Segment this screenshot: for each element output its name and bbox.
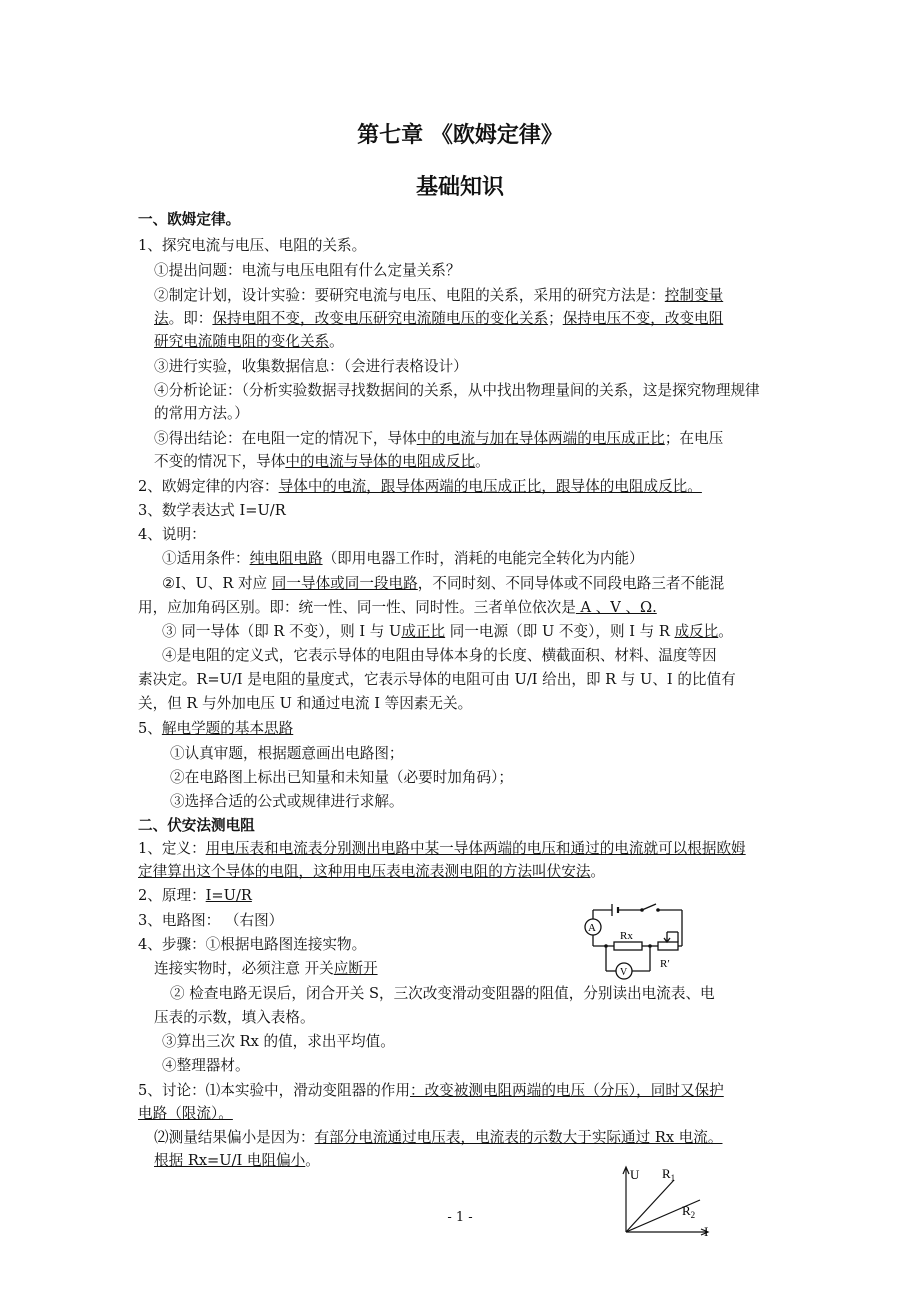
text-line: 定律算出这个导体的电阻，这种用电压表电流表测电阻的方法叫伏安法。 — [138, 863, 606, 880]
voltmeter-label: V — [620, 967, 628, 978]
text-line: ②制定计划，设计实验：要研究电流与电压、电阻的关系，采用的研究方法是：控制变量 — [154, 287, 724, 304]
text-line: 5、解电学题的基本思路 — [138, 720, 294, 737]
switch-blade — [642, 904, 656, 910]
text-line: ③算出三次 Rx 的值，求出平均值。 — [162, 1033, 395, 1050]
u-label: U — [630, 1167, 640, 1182]
text-line: 连接实物时，必须注意 开关应断开 — [154, 960, 378, 977]
text-line: ④分析论证：（分析实验数据寻找数据间的关系，从中找出物理量间的关系，这是探究物理规律 — [154, 382, 760, 399]
text-line: ②在电路图上标出已知量和未知量（必要时加角码）； — [170, 769, 513, 786]
text-line: 电路（限流）。 — [138, 1105, 233, 1122]
i-label: I — [704, 1224, 709, 1238]
text-line: 5、讨论：⑴本实验中，滑动变阻器的作用：改变被测电阻两端的电压（分压），同时又保护 — [138, 1082, 724, 1099]
text-line: ①适用条件：纯电阻电路（即用电器工作时，消耗的电能完全转化为内能） — [162, 550, 644, 567]
text-line: ③选择合适的公式或规律进行求解。 — [170, 793, 404, 810]
page-number: - 1 - — [447, 1210, 473, 1225]
text-line: ②I、U、R 对应 同一导体或同一段电路，不同时刻、不同导体或不同段电路三者不能混 — [162, 575, 725, 592]
section-subtitle: 基础知识 — [415, 175, 504, 200]
text-line: 4、说明： — [138, 526, 206, 543]
heading-voltammetry: 二、伏安法测电阻 — [138, 817, 255, 834]
text-line: ② 检查电路无误后，闭合开关 S，三次改变滑动变阻器的阻值，分别读出电流表、电 — [170, 985, 715, 1002]
text-line: ③ 同一导体（即 R 不变），则 I 与 U成正比 同一电源（即 U 不变），则 I 与 R 成反比。 — [162, 623, 733, 640]
text-line: 4、步骤：①根据电路图连接实物。 — [138, 936, 367, 953]
text-line: ⑤得出结论：在电阻一定的情况下，导体中的电流与加在导体两端的电压成正比；在电压 — [154, 430, 724, 447]
rx-label: Rx — [620, 930, 633, 942]
text-line: 3、电路图： （右图） — [138, 912, 284, 929]
heading-ohms-law: 一、欧姆定律。 — [138, 211, 241, 228]
text-line: 素决定。R=U/I 是电阻的量度式，它表示导体的电阻可由 U/I 给出，即 R 与 U、I 的比值有 — [138, 671, 736, 688]
text-line: 压表的示数，填入表格。 — [154, 1009, 315, 1026]
text-line: ③进行实验，收集数据信息：（会进行表格设计） — [154, 358, 468, 375]
text-line: ①认真审题，根据题意画出电路图； — [170, 745, 404, 762]
text-line: ⑵测量结果偏小是因为：有部分电流通过电压表，电流表的示数大于实际通过 Rx 电流。 — [154, 1129, 723, 1146]
text-line: 法。即：保持电阻不变，改变电压研究电流随电压的变化关系；保持电压不变，改变电阻 — [154, 310, 724, 327]
text-line: 2、原理：I=U/R — [138, 887, 252, 904]
ui-graph — [616, 1160, 716, 1238]
text-line: 不变的情况下，导体中的电流与导体的电阻成反比。 — [154, 453, 490, 470]
text-line: 根据 Rx=U/I 电阻偏小。 — [154, 1152, 320, 1169]
text-line: 1、定义：用电压表和电流表分别测出电路中某一导体两端的电压和通过的电流就可以根据欧姆 — [138, 840, 746, 857]
r1-label: $R_1$ — [662, 1166, 676, 1183]
text-line: ④是电阻的定义式，它表示导体的电阻由导体本身的长度、横截面积、材料、温度等因 — [162, 647, 717, 664]
text-line: 1、探究电流与电压、电阻的关系。 — [138, 237, 367, 254]
text-line: 用，应加角码区别。即：统一性、同一性、同时性。三者单位依次是 A 、V 、Ω. — [138, 599, 657, 616]
text-line: 2、欧姆定律的内容：导体中的电流，跟导体两端的电压成正比，跟导体的电阻成反比。 — [138, 478, 702, 495]
text-line: 关，但 R 与外加电压 U 和通过电流 I 等因素无关。 — [138, 695, 473, 712]
rheostat-body — [658, 942, 678, 950]
text-line: 的常用方法。） — [154, 405, 249, 422]
circuit-diagram — [578, 896, 690, 986]
chapter-title: 第七章 《欧姆定律》 — [357, 123, 563, 148]
text-line: 研究电流随电阻的变化关系。 — [154, 333, 344, 350]
ammeter-label: A — [588, 922, 596, 934]
text-line: ④整理器材。 — [162, 1057, 250, 1074]
r2-label: $R_2$ — [682, 1203, 696, 1220]
rheostat-label: R′ — [660, 958, 670, 970]
text-line: 3、数学表达式 I=U/R — [138, 502, 286, 519]
rx-resistor — [614, 942, 642, 950]
text-line: ①提出问题：电流与电压电阻有什么定量关系？ — [154, 262, 461, 279]
